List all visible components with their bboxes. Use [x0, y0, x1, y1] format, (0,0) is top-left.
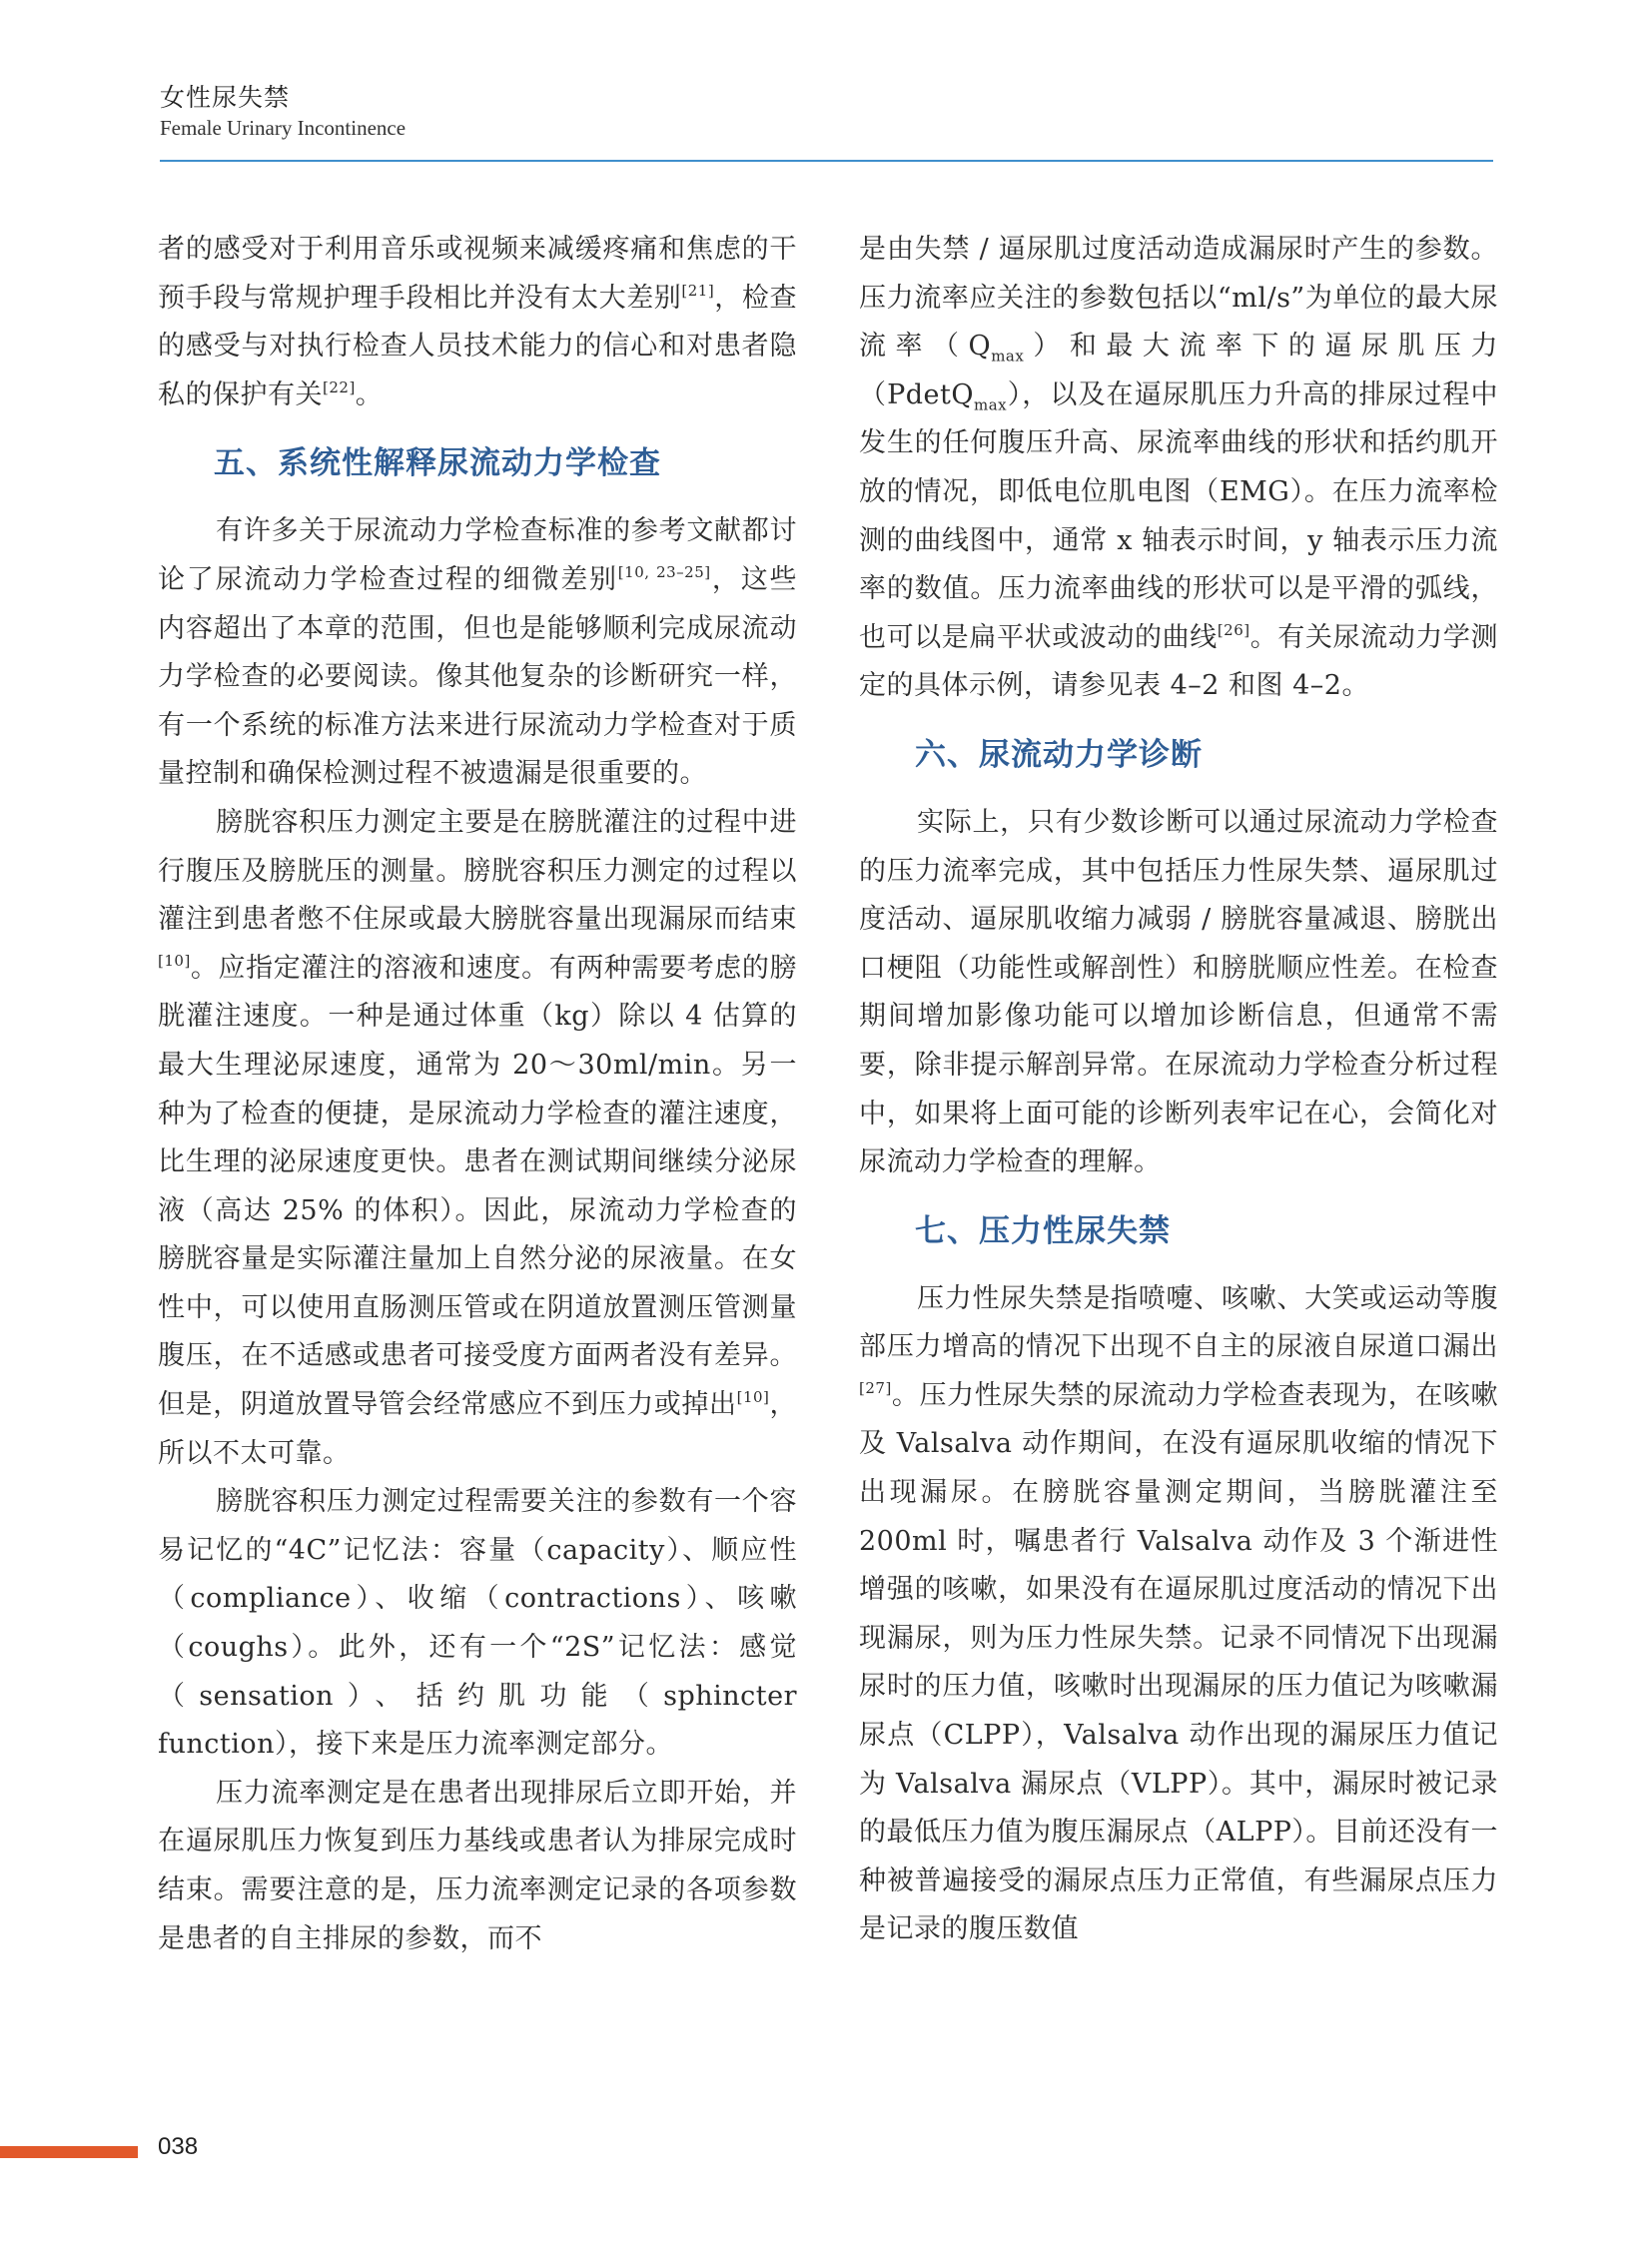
paragraph: 膀胱容积压力测定主要是在膀胱灌注的过程中进行腹压及膀胱压的测量。膀胱容积压力测定的过程以灌注到患者憋不住尿或最大膀胱容量出现漏尿而结束[10]。应指定灌注的溶液和速度。有两种需要考虑的膀胱灌注速度。一种是通过体重（kg）除以 4 估算的最大生理泌尿速度，通常为 20～30ml/min。另一种为了检查的便捷，是尿流动力学检查的灌注速度，比生理的泌尿速度更快。患者在测试期间继续分泌尿液（高达 25% 的体积）。因此，尿流动力学检查的膀胱容量是实际灌注量加上自然分泌的尿液量。在女性中，可以使用直肠测压管或在阴道放置测压管测量腹压，在不适感或患者可接受度方面两者没有差异。但是，阴道放置导管会经常感应不到压力或掉出[10]，所以不太可靠。 — [158, 806, 798, 1469]
header-divider — [160, 160, 1493, 162]
right-column — [859, 226, 1498, 1954]
footer-accent-bar — [0, 2146, 138, 2158]
header-title-cn: 女性尿失禁 — [160, 83, 291, 112]
paragraph: 者的感受对于利用音乐或视频来减缓疼痛和焦虑的干预手段与常规护理手段相比并没有太大差别[21]，检查的感受与对执行检查人员技术能力的信心和对患者隐私的保护有关[22]。 — [158, 234, 798, 410]
paragraph: 是由失禁 / 逼尿肌过度活动造成漏尿时产生的参数。压力流率应关注的参数包括以“ml/s”为单位的最大尿流率$(Q_{max})$和最大流率下的逼尿肌压力（PdetQ$_{max}$），以及在逼尿肌压力升高的排尿过程中发生的任何腹压升高、尿流率曲线的形状和括约肌开放的情况，即低电位肌电图（EMG）。在压力流率检测的曲线图中，通常 x 轴表示时间，y 轴表示压力流率的数值。压力流率曲线的形状可以是平滑的弧线，也可以是扁平状或波动的曲线[26]。有关尿流动力学测定的具体示例，请参见表 4–2 和图 4–2。 — [859, 234, 1499, 702]
paragraph: 压力性尿失禁是指喷嚏、咳嗽、大笑或运动等腹部压力增高的情况下出现不自主的尿液自尿道口漏出[27]。压力性尿失禁的尿流动力学检查表现为，在咳嗽及 Valsalva 动作期间，在没有逼尿肌收缩的情况下出现漏尿。在膀胱容量测定期间，当膀胱灌注至 200ml 时，嘱患者行 Valsalva 动作及 3 个渐进性增强的咳嗽，如果没有在逼尿肌过度活动的情况下出现漏尿，则为压力性尿失禁。记录不同情况下出现漏尿时的压力值，咳嗽时出现漏尿的压力值记为咳嗽漏尿点（CLPP），Valsalva 动作出现的漏尿压力值记为 Valsalva 漏尿点（VLPP）。其中，漏尿时被记录的最低压力值为腹压漏尿点（ALPP）。目前还没有一种被普遍接受的漏尿点压力正常值，有些漏尿点压力是记录的腹压数值 — [859, 1282, 1498, 1945]
paragraph: 压力流率测定是在患者出现排尿后立即开始，并在逼尿肌压力恢复到压力基线或患者认为排尿完成时结束。需要注意的是，压力流率测定记录的各项参数是患者的自主排尿的参数，而不 — [158, 1777, 797, 1954]
paragraph: 有许多关于尿流动力学检查标准的参考文献都讨论了尿流动力学检查过程的细微差别[10, 23–25]，这些内容超出了本章的范围，但也是能够顺利完成尿流动力学检查的必要阅读。像其他复杂的诊断研究一样，有一个系统的标准方法来进行尿流动力学检查对于质量控制和确保检测过程不被遗漏是很重要的。 — [158, 515, 798, 790]
section-heading-6: 六、尿流动力学诊断 — [915, 736, 1203, 773]
citation: [21] — [681, 281, 715, 300]
section-heading-5: 五、系统性解释尿流动力学检查 — [214, 445, 661, 482]
paragraph: 膀胱容积压力测定过程需要关注的参数有一个容易记忆的“4C”记忆法：容量（capacity）、顺应性（compliance）、收缩（contractions）、咳嗽（coughs）。此外，还有一个“2S”记忆法：感觉（sensation）、括约肌功能（sphincter function），接下来是压力流率测定部分。 — [158, 1486, 797, 1761]
left-column — [158, 226, 797, 1963]
citation: [10] — [158, 951, 191, 970]
citation: [26] — [1217, 620, 1250, 639]
header-title-en: Female Urinary Incontinence — [160, 116, 407, 140]
citation: [27] — [859, 1378, 892, 1397]
citation: [22] — [323, 377, 356, 396]
paragraph: 实际上，只有少数诊断可以通过尿流动力学检查的压力流率完成，其中包括压力性尿失禁、逼尿肌过度活动、逼尿肌收缩力减弱 / 膀胱容量减退、膀胱出口梗阻（功能性或解剖性）和膀胱顺应性差。在检查期间增加影像功能可以增加诊断信息，但通常不需要，除非提示解剖异常。在尿流动力学检查分析过程中，如果将上面可能的诊断列表牢记在心，会简化对尿流动力学检查的理解。 — [859, 806, 1498, 1178]
page-number: 038 — [158, 2133, 199, 2160]
citation: [10, 23–25] — [617, 562, 711, 581]
section-heading-7: 七、压力性尿失禁 — [915, 1212, 1171, 1249]
citation: [10] — [736, 1387, 770, 1406]
